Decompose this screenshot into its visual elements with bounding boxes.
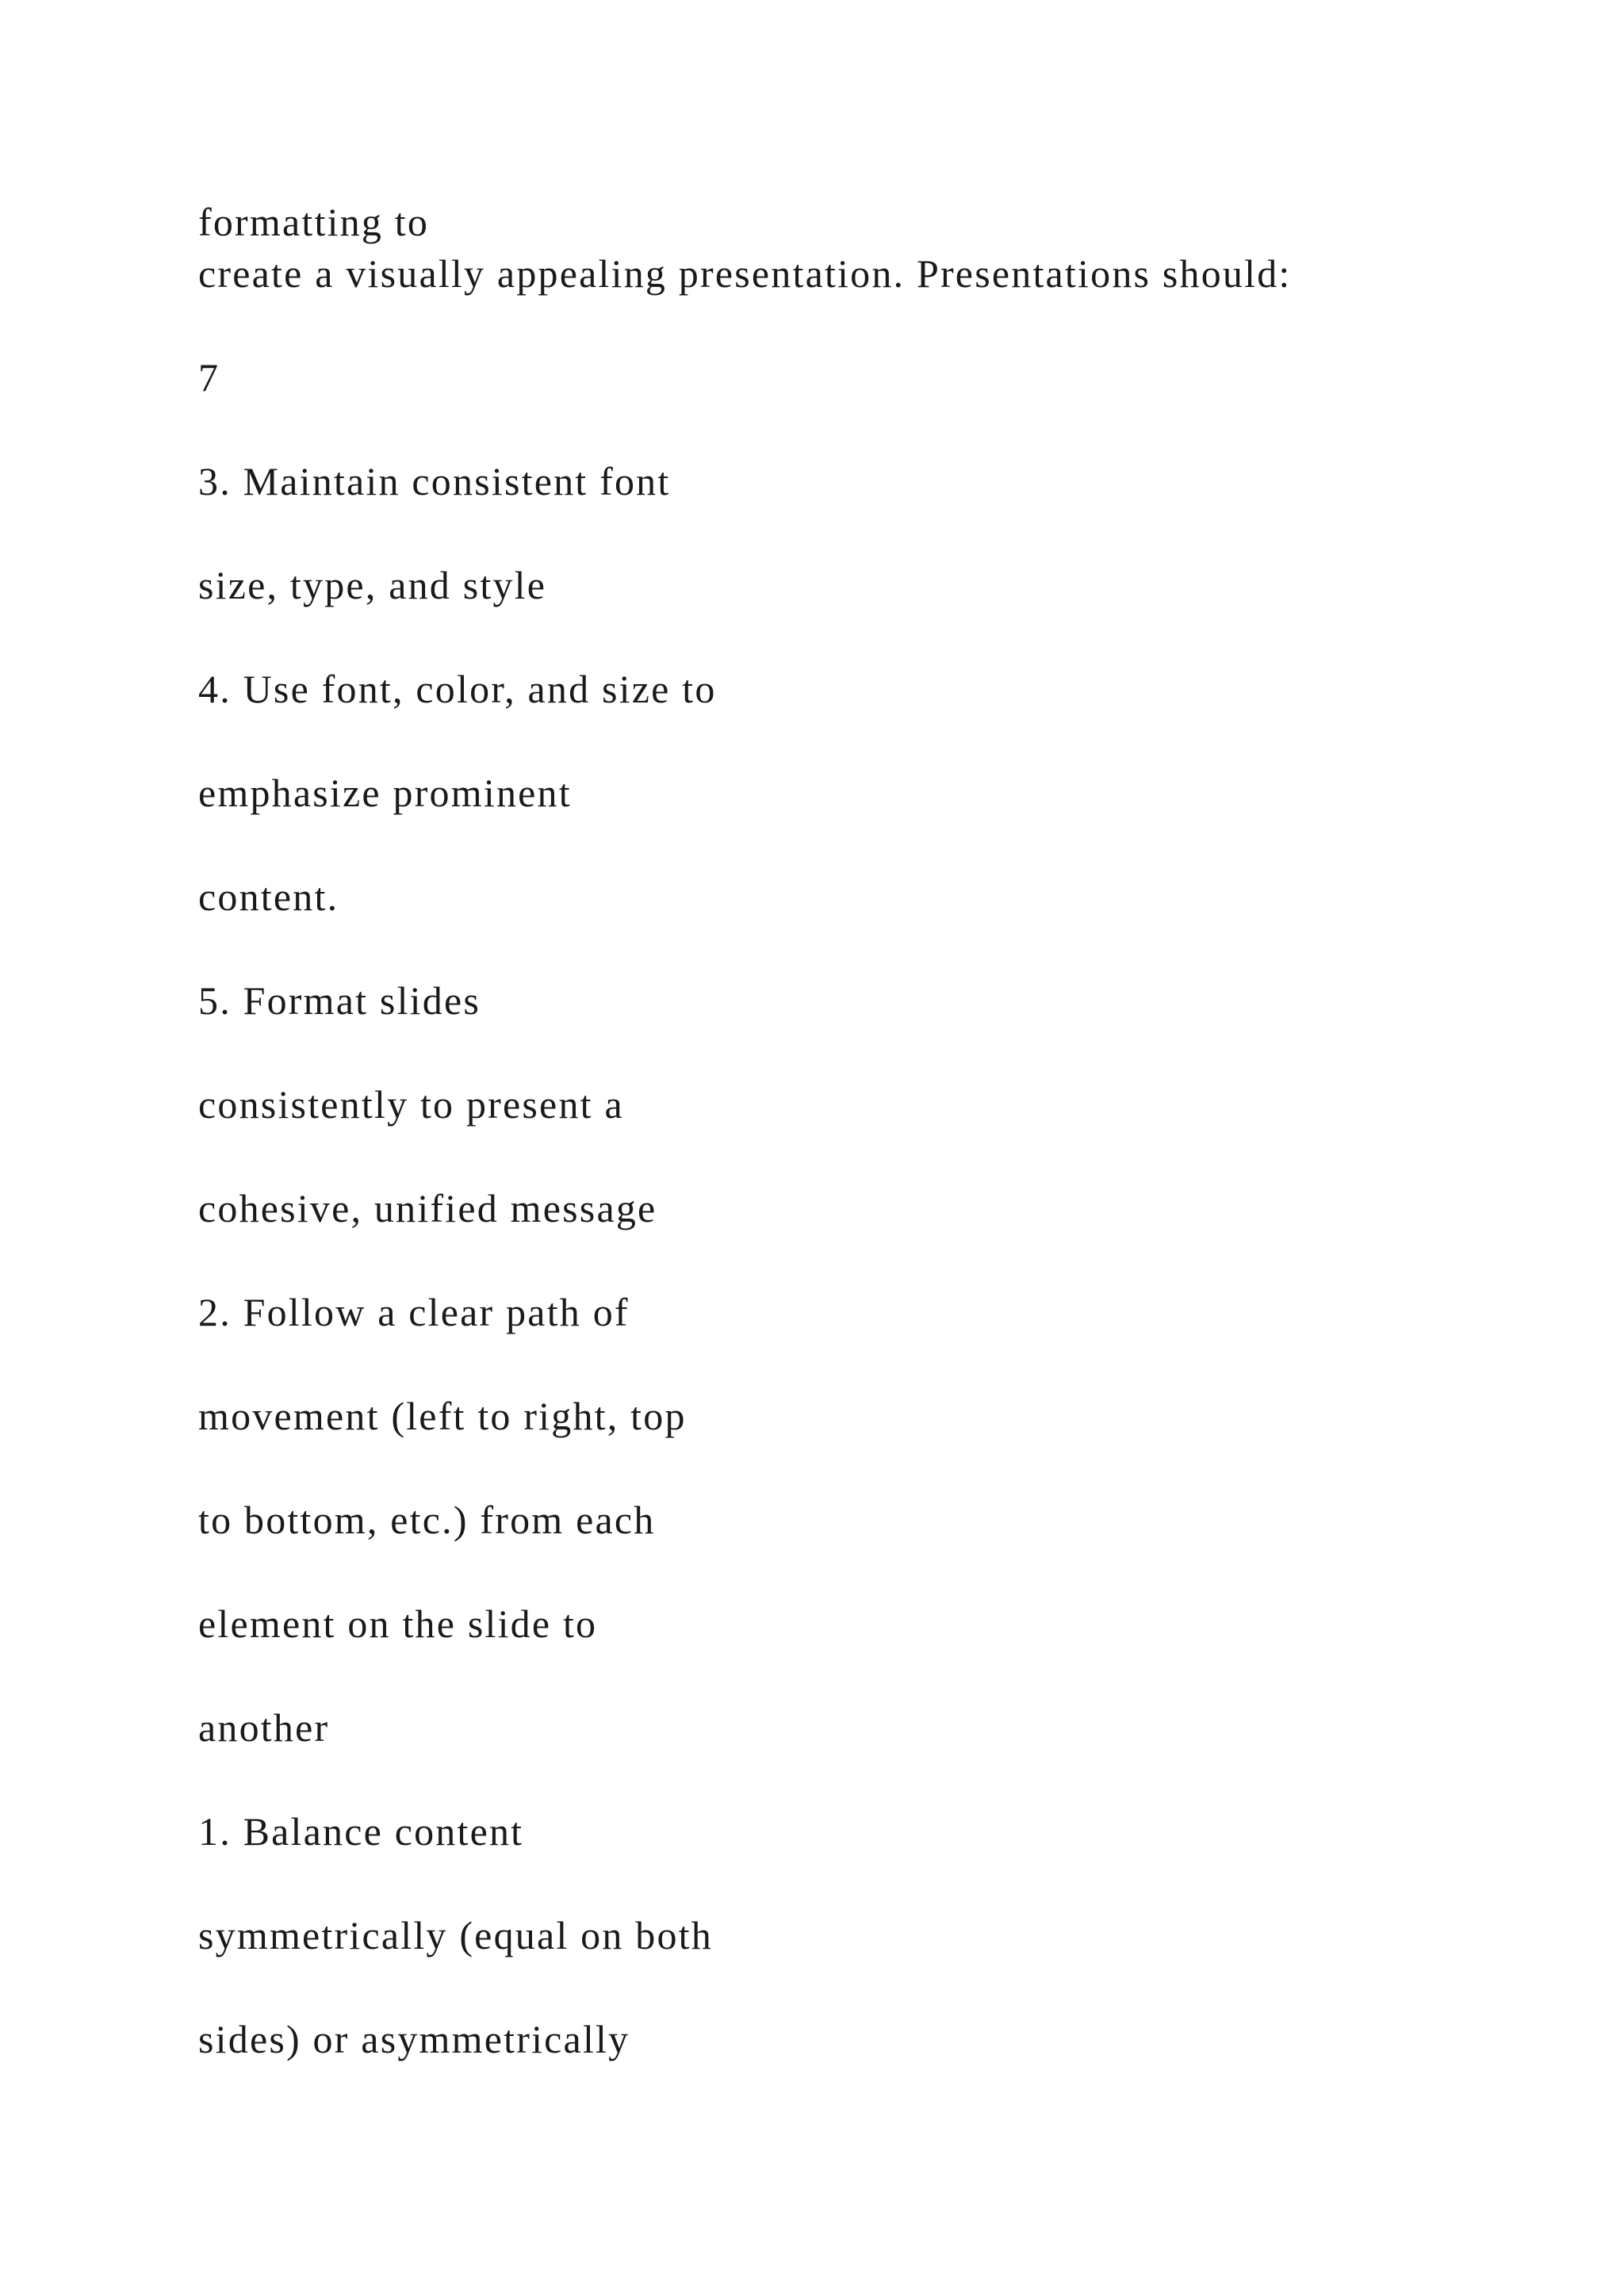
list-item-2-line-5: another — [198, 1705, 330, 1750]
text-line-1: formatting to — [198, 200, 430, 244]
list-item-4-line-2: emphasize prominent — [198, 771, 572, 815]
list-item-5-line-2: consistently to present a — [198, 1082, 624, 1127]
list-item-3-line-2: size, type, and style — [198, 563, 547, 607]
list-item-5-line-1: 5. Format slides — [198, 978, 481, 1023]
list-item-3-line-1: 3. Maintain consistent font — [198, 459, 671, 503]
list-item-2-line-1: 2. Follow a clear path of — [198, 1290, 630, 1334]
list-item-1-line-2: symmetrically (equal on both — [198, 1913, 713, 1957]
list-item-2-line-2: movement (left to right, top — [198, 1394, 687, 1438]
list-item-2-line-4: element on the slide to — [198, 1601, 598, 1646]
list-item-1-line-3: sides) or asymmetrically — [198, 2017, 630, 2061]
list-item-4-line-1: 4. Use font, color, and size to — [198, 667, 717, 711]
text-line-2: create a visually appealing presentation. Presentations should: — [198, 251, 1292, 296]
page-number: 7 — [198, 355, 220, 400]
list-item-4-line-3: content. — [198, 874, 339, 919]
list-item-1-line-1: 1. Balance content — [198, 1809, 524, 1854]
list-item-2-line-3: to bottom, etc.) from each — [198, 1498, 656, 1542]
list-item-5-line-3: cohesive, unified message — [198, 1186, 657, 1230]
